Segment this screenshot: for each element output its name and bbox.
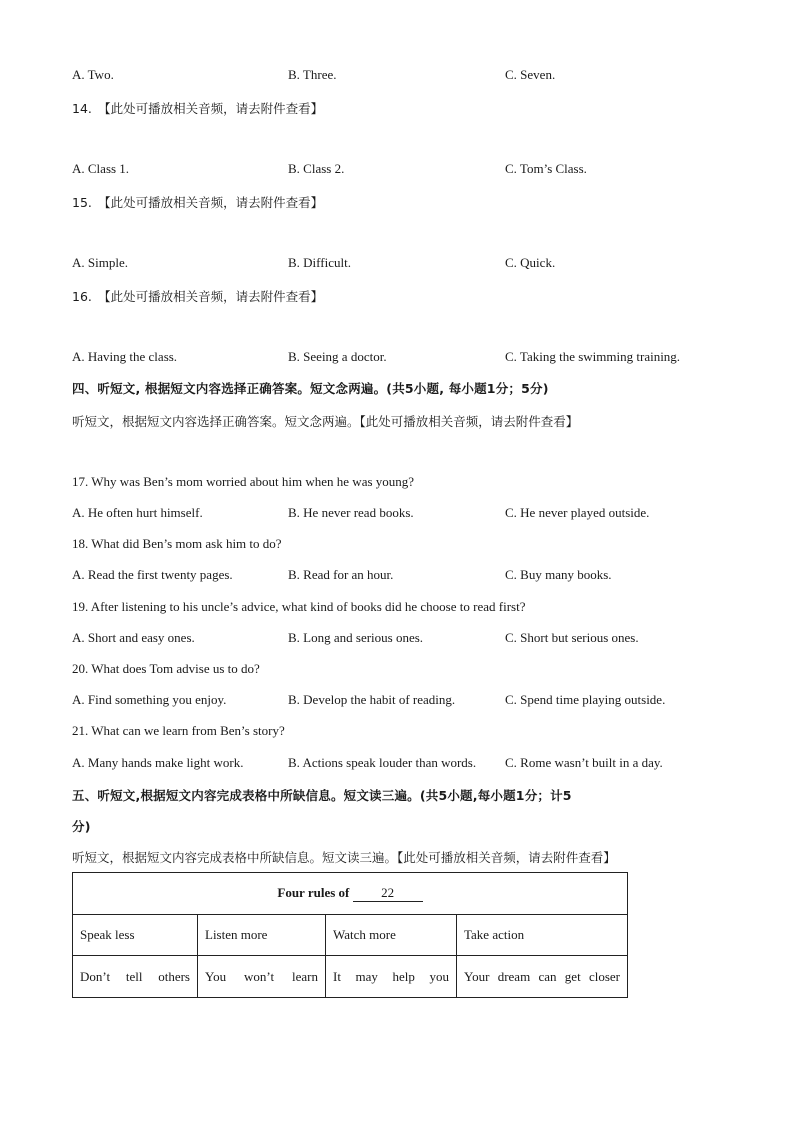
q18-option-b[interactable]: B. Read for an hour.	[288, 567, 394, 582]
q14-option-b[interactable]: B. Class 2.	[288, 161, 345, 176]
header-listen-more: Listen more	[198, 915, 326, 956]
q18-option-a[interactable]: A. Read the first twenty pages.	[72, 567, 233, 582]
q19-option-c[interactable]: C. Short but serious ones.	[505, 630, 639, 645]
q20-option-a[interactable]: A. Find something you enjoy.	[72, 692, 227, 707]
q21-text: 21. What can we learn from Ben’s story?	[72, 723, 285, 738]
q14-option-a[interactable]: A. Class 1.	[72, 161, 130, 176]
q18-option-c[interactable]: C. Buy many books.	[505, 567, 612, 582]
q17-text: 17. Why was Ben’s mom worried about him when he was young?	[72, 474, 415, 489]
q17-option-a[interactable]: A. He often hurt himself.	[72, 505, 203, 520]
q14-option-c[interactable]: C. Tom’s Class.	[505, 161, 587, 176]
section5-instruction[interactable]: 听短文，根据短文内容完成表格中所缺信息。短文读三遍。【此处可播放相关音频，请去附件查看】	[72, 850, 616, 865]
q21-option-a[interactable]: A. Many hands make light work.	[72, 755, 244, 770]
q13-option-a[interactable]: A. Two.	[72, 67, 114, 82]
q16-options	[72, 349, 752, 367]
q13-options	[72, 67, 752, 85]
q21-option-b[interactable]: B. Actions speak louder than words.	[288, 755, 477, 770]
rules-table-title	[73, 873, 628, 915]
q15-option-a[interactable]: A. Simple.	[72, 255, 128, 270]
q16-option-c[interactable]: C. Taking the swimming training.	[505, 349, 681, 364]
q19-option-a[interactable]: A. Short and easy ones.	[72, 630, 195, 645]
q21-options	[72, 755, 752, 773]
q15-option-b[interactable]: B. Difficult.	[288, 255, 351, 270]
q14-options	[72, 161, 752, 179]
cell-speak-less: Don’t tell others	[73, 956, 198, 998]
cell-listen-more: You won’t learn	[198, 956, 326, 998]
header-take-action: Take action	[457, 915, 628, 956]
q17-options	[72, 505, 752, 523]
section5-title-line2: 分)	[72, 819, 91, 834]
q15-audio-label[interactable]: 15. 【此处可播放相关音频，请去附件查看】	[72, 195, 324, 210]
q15-option-c[interactable]: C. Quick.	[505, 255, 556, 270]
section5-title-line1: 五、听短文,根据短文内容完成表格中所缺信息。短文读三遍。(共5小题,每小题1分；计5	[72, 788, 572, 803]
q20-options	[72, 692, 752, 710]
rules-title-text: Four rules of	[277, 885, 350, 900]
q19-options	[72, 630, 752, 648]
cell-take-action: Your dream can get closer	[457, 956, 628, 998]
q16-option-a[interactable]: A. Having the class.	[72, 349, 178, 364]
blank-22[interactable]: 22	[353, 885, 423, 902]
q20-text: 20. What does Tom advise us to do?	[72, 661, 260, 676]
q18-text: 18. What did Ben’s mom ask him to do?	[72, 536, 282, 551]
header-watch-more: Watch more	[326, 915, 457, 956]
cell-watch-more: It may help you	[326, 956, 457, 998]
section4-instruction[interactable]: 听短文，根据短文内容选择正确答案。短文念两遍。【此处可播放相关音频，请去附件查看】	[72, 414, 579, 429]
q17-option-c[interactable]: C. He never played outside.	[505, 505, 650, 520]
q14-audio-label[interactable]: 14. 【此处可播放相关音频，请去附件查看】	[72, 101, 324, 116]
q17-option-b[interactable]: B. He never read books.	[288, 505, 414, 520]
q16-audio-label[interactable]: 16. 【此处可播放相关音频，请去附件查看】	[72, 289, 324, 304]
q20-option-b[interactable]: B. Develop the habit of reading.	[288, 692, 456, 707]
q16-option-b[interactable]: B. Seeing a doctor.	[288, 349, 387, 364]
q19-text: 19. After listening to his uncle’s advice, what kind of books did he choose to read first?	[72, 599, 526, 614]
q15-options	[72, 255, 752, 273]
rules-table	[72, 872, 628, 998]
q13-option-b[interactable]: B. Three.	[288, 67, 337, 82]
q19-option-b[interactable]: B. Long and serious ones.	[288, 630, 424, 645]
section4-title: 四、听短文, 根据短文内容选择正确答案。短文念两遍。(共5小题, 每小题1分；5分)	[72, 381, 549, 396]
q20-option-c[interactable]: C. Spend time playing outside.	[505, 692, 666, 707]
q13-option-c[interactable]: C. Seven.	[505, 67, 556, 82]
header-speak-less: Speak less	[73, 915, 198, 956]
q18-options	[72, 567, 752, 585]
q21-option-c[interactable]: C. Rome wasn’t built in a day.	[505, 755, 663, 770]
